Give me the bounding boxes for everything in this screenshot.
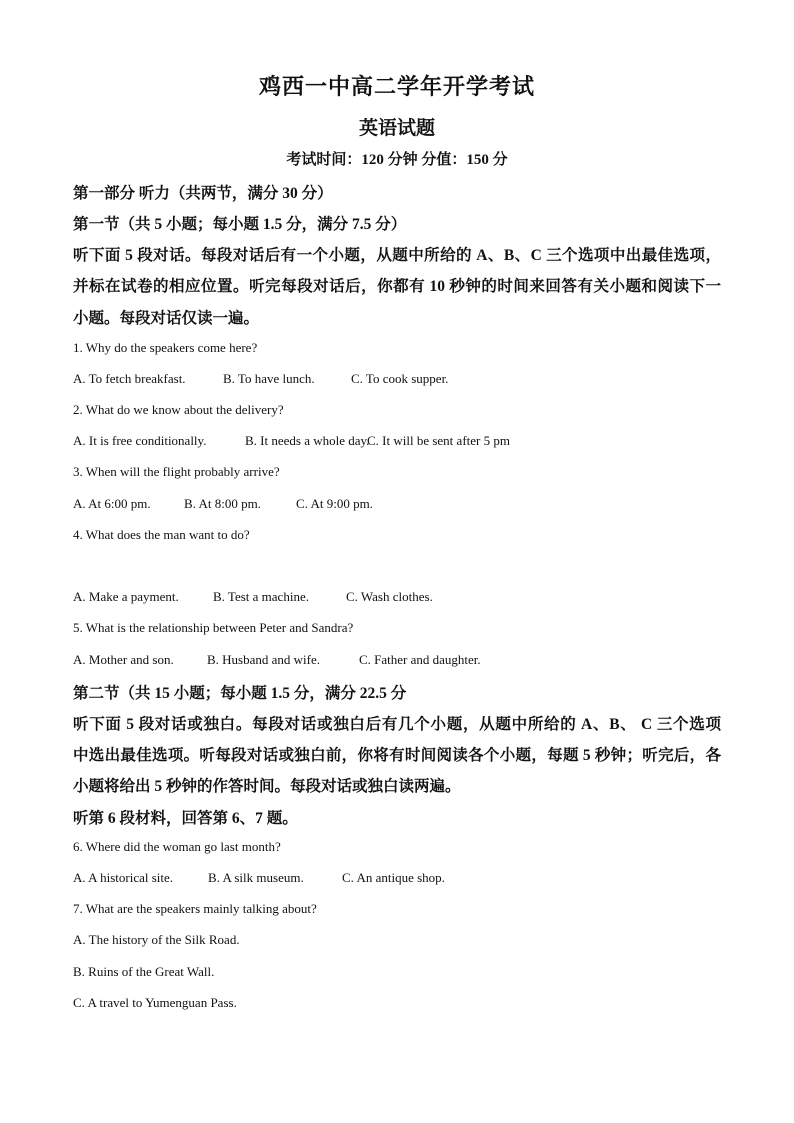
section1-instruction-line: 听下面 5 段对话。每段对话后有一个小题，从题中所给的 A、B、C 三个选项中出最佳选项， (73, 247, 721, 264)
question-text: 1. Why do the speakers come here? (73, 340, 258, 355)
option-a: A. The history of the Silk Road. (73, 932, 240, 947)
option-c: C. At 9:00 pm. (296, 496, 373, 511)
option-b: B. Husband and wife. (207, 652, 321, 667)
section2-instruction-line: 中选出最佳选项。听每段对话或独白前，你将有时间阅读各个小题，每题 5 秒钟；听完后，各 (73, 747, 721, 764)
option-c: C. Father and daughter. (359, 652, 481, 667)
option-b: B. A silk museum. (208, 870, 304, 885)
option-c: C. A travel to Yumenguan Pass. (73, 995, 237, 1010)
question-text: 7. What are the speakers mainly talking about? (73, 901, 317, 916)
material-heading: 听第 6 段材料，回答第 6、7 题。 (73, 810, 298, 827)
option-b: B. Test a machine. (213, 589, 309, 604)
question-options (73, 870, 445, 886)
question-text: 4. What does the man want to do? (73, 527, 250, 542)
option-a: A. Make a payment. (73, 589, 179, 604)
option-b: B. It needs a whole day. (245, 433, 370, 448)
section1-heading: 第一节（共 5 小题；每小题 1.5 分，满分 7.5 分） (73, 216, 407, 233)
option-a: A. It is free conditionally. (73, 433, 207, 448)
section1-instruction-line: 小题。每段对话仅读一遍。 (73, 310, 260, 327)
option-b: B. Ruins of the Great Wall. (73, 964, 215, 979)
subject-title: 英语试题 (358, 118, 435, 139)
option-c: C. It will be sent after 5 pm (367, 433, 510, 448)
time-score-line: 考试时间：120 分钟 分值：150 分 (286, 152, 508, 168)
question-text: 5. What is the relationship between Peter and Sandra? (73, 620, 354, 635)
option-a: A. Mother and son. (73, 652, 174, 667)
section2-heading: 第二节（共 15 小题；每小题 1.5 分，满分 22.5 分 (73, 685, 407, 702)
question-text: 2. What do we know about the delivery? (73, 402, 284, 417)
section1-instruction-line: 并标在试卷的相应位置。听完每段对话后，你都有 10 秒钟的时间来回答有关小题和阅读下一 (73, 278, 721, 295)
question-text: 3. When will the flight probably arrive? (73, 464, 280, 479)
option-c: C. An antique shop. (342, 870, 445, 885)
question-options (73, 496, 373, 512)
option-c: C. To cook supper. (351, 371, 449, 386)
option-a: A. A historical site. (73, 870, 174, 885)
part1-heading: 第一部分 听力（共两节，满分 30 分） (73, 185, 333, 202)
question-options (73, 371, 448, 387)
question-text: 6. Where did the woman go last month? (73, 839, 281, 854)
option-c: C. Wash clothes. (346, 589, 433, 604)
option-b: B. To have lunch. (223, 371, 315, 386)
section2-instruction-line: 听下面 5 段对话或独白。每段对话或独白后有几个小题，从题中所给的 A、B、 C 三个选项 (73, 716, 721, 733)
question-options (73, 652, 481, 668)
question-options (73, 589, 433, 605)
question-options (73, 433, 510, 449)
option-a: A. To fetch breakfast. (73, 371, 186, 386)
option-b: B. At 8:00 pm. (184, 496, 261, 511)
exam-title: 鸡西一中高二学年开学考试 (258, 74, 535, 99)
option-a: A. At 6:00 pm. (73, 496, 151, 511)
section2-instruction-line: 小题将给出 5 秒钟的作答时间。每段对话或独白读两遍。 (73, 778, 461, 795)
